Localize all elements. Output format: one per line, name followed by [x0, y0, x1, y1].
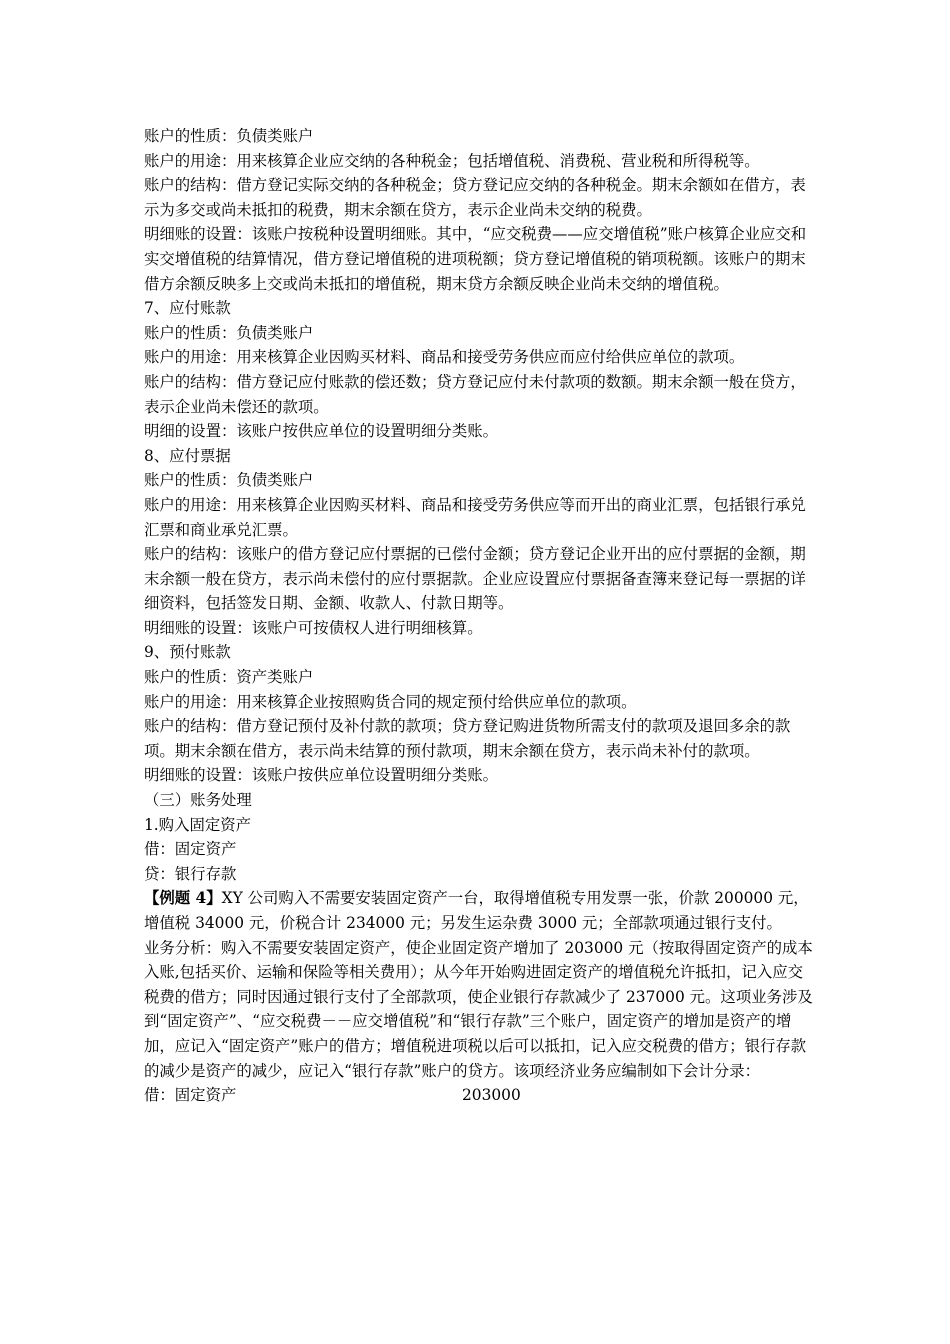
paragraph-ap-detail: 明细的设置：该账户按供应单位的设置明细分类账。 [144, 422, 498, 441]
entry-credit-line: 贷：银行存款 [144, 864, 237, 883]
section-heading-accounting: （三）账务处理 [144, 791, 252, 810]
section-heading-prepayments: 9、预付账款 [144, 643, 231, 662]
paragraph-pp-structure: 账户的结构：借方登记预付及补付款的款项；贷方登记购进货物所需支付的款项及退回多余的款项。期末余额在借方，表示尚未结算的预付款项，期末余额在贷方，表示尚未补付的款项。 [144, 717, 791, 760]
example-label: 【例题 4】 [144, 889, 222, 908]
paragraph-tax-structure: 账户的结构：借方登记实际交纳的各种税金；贷方登记应交纳的各种税金。期末余额如在借方，表示为多交或尚未抵扣的税费，期末余额在贷方，表示企业尚未交纳的税费。 [144, 176, 806, 219]
entry-debit-line: 借：固定资产 [144, 840, 237, 859]
document-page [144, 124, 814, 1108]
example-text: XY 公司购入不需要安装固定资产一台，取得增值税专用发票一张，价款 200000 元，增值税 34000 元，价税合计 234000 元；另发生运杂费 3000 元；全部款项通过银行支付。 [144, 889, 809, 932]
paragraph-ap-nature: 账户的性质：负债类账户 [144, 323, 314, 342]
journal-entry-line [144, 1083, 814, 1108]
section-heading-notes-payable: 8、应付票据 [144, 446, 231, 465]
journal-entry-account: 借：固定资产 [144, 1086, 237, 1105]
paragraph-np-detail: 明细账的设置：该账户可按债权人进行明细核算。 [144, 618, 483, 637]
paragraph-np-structure: 账户的结构：该账户的借方登记应付票据的已偿付金额；贷方登记企业开出的应付票据的金额，期末余额一般在贷方，表示尚未偿付的应付票据款。企业应设置应付票据备查簿来登记每一票据的详细资料，包括签发日期、金额、收款人、付款日期等。 [144, 545, 806, 613]
paragraph-tax-nature: 账户的性质：负债类账户 [144, 127, 314, 145]
paragraph-np-nature: 账户的性质：负债类账户 [144, 471, 314, 490]
paragraph-ap-structure: 账户的结构：借方登记应付账款的偿还数；贷方登记应付未付款项的数额。期末余额一般在贷方，表示企业尚未偿还的款项。 [144, 372, 806, 416]
section-heading-accounts-payable: 7、应付账款 [144, 299, 231, 318]
paragraph-pp-usage: 账户的用途：用来核算企业按照购货合同的规定预付给供应单位的款项。 [144, 692, 637, 711]
paragraph-ap-usage: 账户的用途：用来核算企业因购买材料、商品和接受劳务供应而应付给供应单位的款项。 [144, 348, 745, 367]
subheading-purchase-fixed-assets: 1.购入固定资产 [144, 815, 252, 834]
paragraph-np-usage: 账户的用途：用来核算企业因购买材料、商品和接受劳务供应等而开出的商业汇票，包括银行承兑汇票和商业承兑汇票。 [144, 495, 806, 539]
paragraph-tax-detail: 明细账的设置：该账户按税种设置明细账。其中，“应交税费——应交增值税”账户核算企业应交和实交增值税的结算情况，借方登记增值税的进项税额；贷方登记增值税的销项税额。该账户的期末借方余额反映多上交或尚未抵扣的增值税，期末贷方余额反映企业尚未交纳的增值税。 [144, 225, 807, 293]
journal-entry-amount: 203000 [462, 1086, 521, 1105]
paragraph-pp-detail: 明细账的设置：该账户按供应单位设置明细分类账。 [144, 766, 498, 785]
paragraph-pp-nature: 账户的性质：资产类账户 [144, 668, 314, 687]
analysis-paragraph: 业务分析：购入不需要安装固定资产，使企业固定资产增加了 203000 元（按取得固定资产的成本入账,包括买价、运输和保险等相关费用）；从今年开始购进固定资产的增值税允许抵扣，记入应交税费的借方；同时因通过银行支付了全部款项，使企业银行存款减少了 237000 元。这项业务涉及到“固定资产”、“应交税费－－应交增值税”和“银行存款”三个账户，固定资产的增加是资产的增加，应记入“固定资产”账户的借方；增值税进项税以后可以抵扣，记入应交税费的借方；银行存款的减少是资产的减少，应记入“银行存款”账户的贷方。该项经济业务应编制如下会计分录： [144, 938, 813, 1080]
paragraph-tax-usage: 账户的用途：用来核算企业应交纳的各种税金；包括增值税、消费税、营业税和所得税等。 [144, 151, 760, 170]
example-paragraph [144, 886, 814, 935]
